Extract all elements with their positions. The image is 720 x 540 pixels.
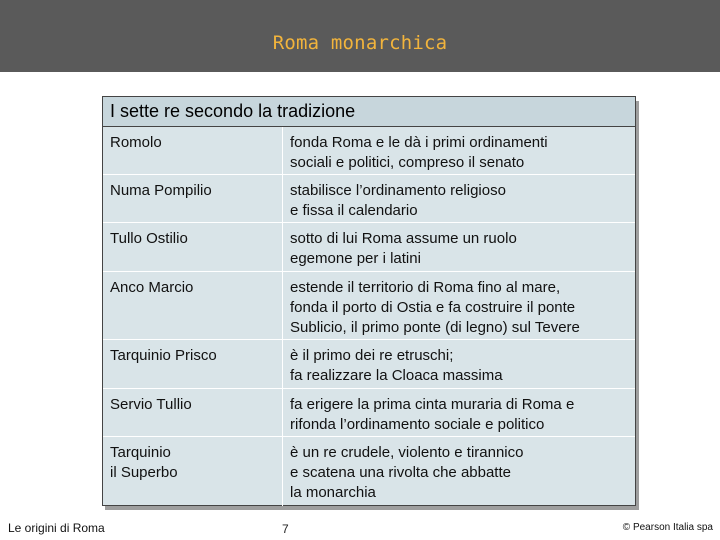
king-description: è il primo dei re etruschi; fa realizzare la Cloaca massima: [290, 347, 503, 384]
king-name: Romolo: [110, 134, 162, 151]
king-name: Tullo Ostilio: [110, 230, 188, 247]
table-row: [103, 272, 635, 340]
table-row: [103, 223, 635, 272]
kings-table: [102, 96, 636, 506]
table-row: [103, 437, 635, 505]
footer-page-number: 7: [282, 522, 289, 536]
king-description: fonda Roma e le dà i primi ordinamenti sociali e politici, compreso il senato: [290, 134, 548, 171]
king-name: Tarquinio il Superbo: [110, 444, 178, 481]
table-title: I sette re secondo la tradizione: [103, 97, 635, 127]
king-description: sotto di lui Roma assume un ruolo egemone per i latini: [290, 230, 517, 267]
table-row: [103, 340, 635, 389]
table-row: [103, 389, 635, 437]
king-description: è un re crudele, violento e tirannico e scatena una rivolta che abbatte la monarchia: [290, 444, 524, 501]
table-row: [103, 175, 635, 223]
king-description: fa erigere la prima cinta muraria di Roma e rifonda l’ordinamento sociale e politico: [290, 396, 575, 433]
king-name: Anco Marcio: [110, 279, 194, 296]
page-title: Roma monarchica: [272, 32, 448, 54]
king-name: Servio Tullio: [110, 396, 192, 413]
king-name: Numa Pompilio: [110, 182, 212, 199]
table-row: [103, 127, 635, 175]
king-description: estende il territorio di Roma fino al mare, fonda il porto di Ostia e fa costruire il ponte Sublicio, il primo ponte (di legno) sul Tevere: [290, 279, 580, 336]
king-description: stabilisce l’ordinamento religioso e fissa il calendario: [290, 182, 506, 219]
footer-copyright: © Pearson Italia spa: [622, 522, 713, 533]
footer-chapter-label: Le origini di Roma: [8, 521, 105, 535]
king-name: Tarquinio Prisco: [110, 347, 217, 364]
header-bar: [0, 0, 720, 72]
